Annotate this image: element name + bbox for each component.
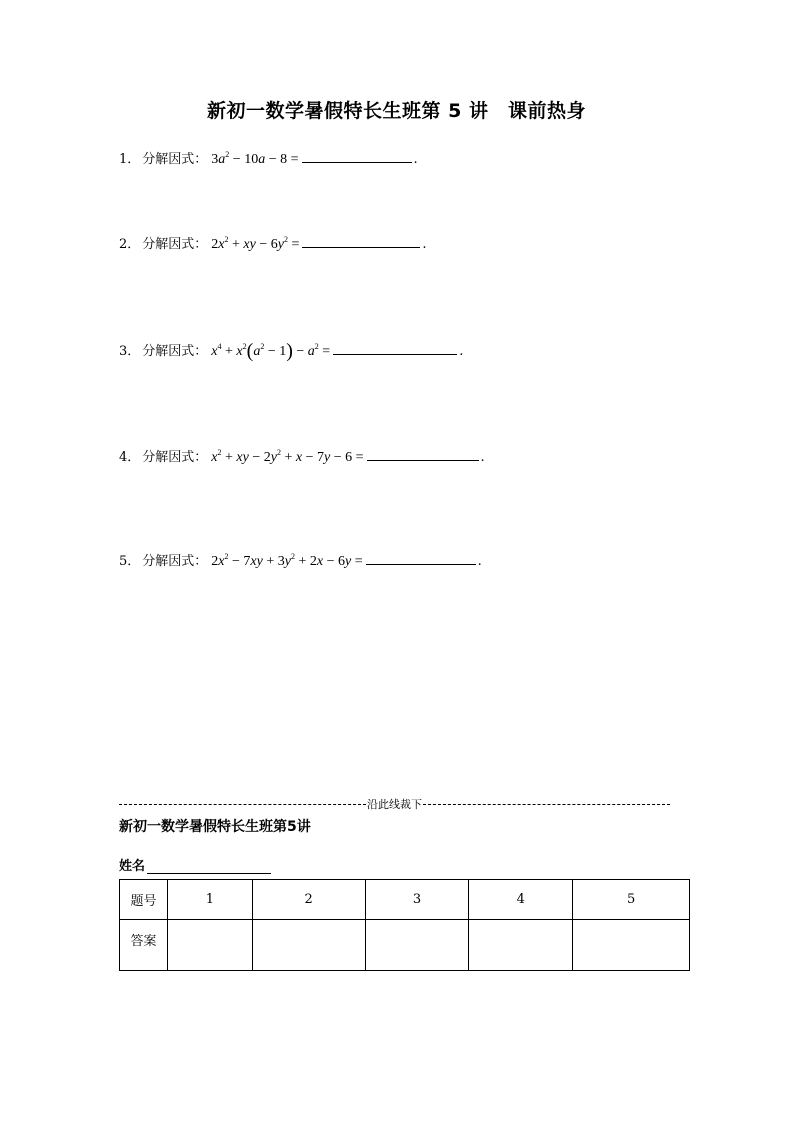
answer-blank[interactable] (366, 552, 476, 565)
answer-cell[interactable] (573, 920, 690, 971)
question-label: 分解因式： (142, 450, 208, 465)
answer-cell[interactable] (252, 920, 365, 971)
column-header: 5 (573, 880, 690, 920)
question-number: 1． (119, 152, 141, 167)
column-header: 3 (365, 880, 469, 920)
answer-table (119, 879, 690, 971)
period: . (413, 152, 418, 167)
question-2 (119, 233, 427, 253)
question-expression: $2x^2$ + xy − $6y^2$ = (211, 235, 300, 252)
question-expression: $x^4 + x^2(a^2 - 1) - a^2$ = (211, 340, 331, 362)
page-title: 新初一数学暑假特长生班第 5 讲 课前热身 (207, 100, 586, 122)
question-expression: $2x^2 - 7xy + 3y^2 + 2x - 6y$ = (211, 552, 363, 569)
question-3 (119, 340, 463, 360)
question-number: 3． (119, 344, 141, 359)
column-header: 1 (167, 880, 252, 920)
question-label: 分解因式： (142, 152, 208, 167)
question-number: 2． (119, 237, 141, 252)
question-expression: $x^2$ + xy − $2y^2 + x - 7y - 6$ = (211, 448, 364, 465)
name-row (119, 855, 271, 874)
answer-blank[interactable] (333, 342, 457, 355)
cut-line-dashes-left (119, 804, 366, 805)
name-label: 姓名 (119, 859, 146, 874)
answer-cell[interactable] (365, 920, 469, 971)
question-label: 分解因式： (142, 237, 208, 252)
answer-blank[interactable] (302, 235, 420, 248)
column-header: 2 (252, 880, 365, 920)
answer-blank[interactable] (302, 150, 412, 163)
question-4 (119, 446, 485, 466)
answer-cell[interactable] (469, 920, 573, 971)
period: . (480, 450, 485, 465)
question-5 (119, 550, 482, 570)
answer-sheet-title: 新初一数学暑假特长生班第5讲 (119, 819, 311, 835)
column-header: 4 (469, 880, 573, 920)
row-label-question-number: 题号 (120, 880, 168, 920)
period: . (422, 237, 427, 252)
question-number: 5． (119, 554, 141, 569)
period: . (477, 554, 482, 569)
period: . (459, 344, 464, 359)
row-label-answer: 答案 (120, 920, 168, 971)
question-expression: $3a^2 - 10a - 8$ = (211, 150, 299, 167)
question-number: 4． (119, 450, 141, 465)
question-label: 分解因式： (142, 344, 208, 359)
cut-line-text: 沿此线裁下 (367, 798, 422, 811)
cut-line (119, 796, 670, 812)
question-number-row (120, 880, 690, 920)
answer-cell[interactable] (167, 920, 252, 971)
answer-row (120, 920, 690, 971)
name-field[interactable] (147, 859, 271, 874)
answer-blank[interactable] (367, 448, 479, 461)
cut-line-dashes-right (423, 804, 670, 805)
question-1 (119, 148, 418, 168)
question-label: 分解因式： (142, 554, 208, 569)
